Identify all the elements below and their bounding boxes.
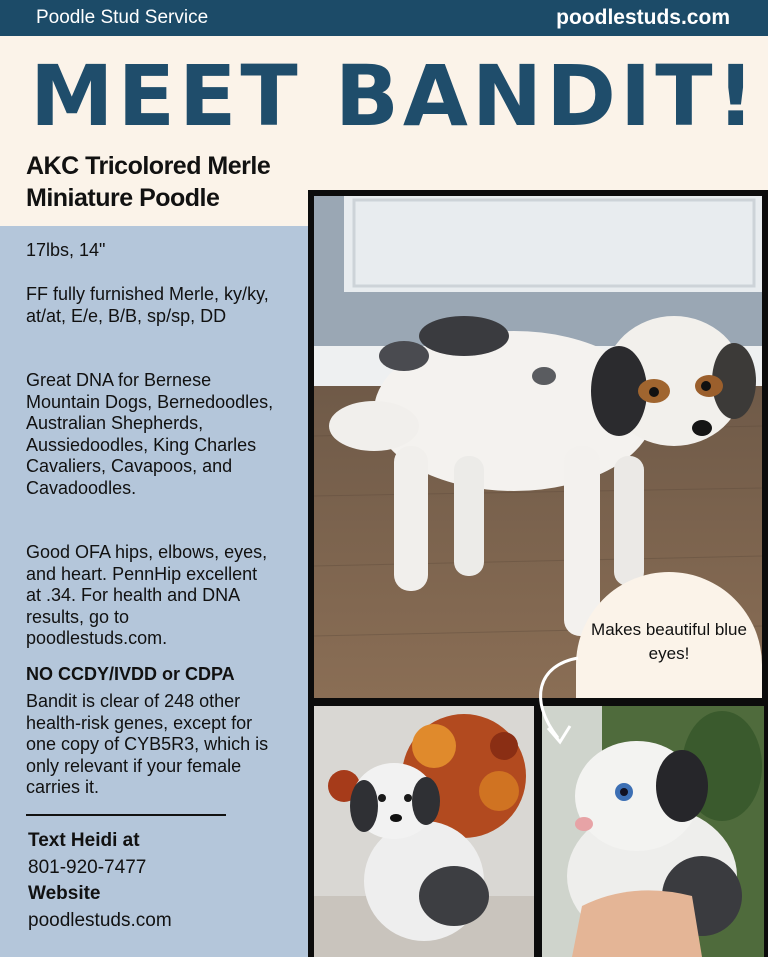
website-link[interactable]: poodlestuds.com xyxy=(28,910,172,931)
genetics-text: FF fully furnished Merle, ky/ky, at/at, E/e, B/B, sp/sp, DD xyxy=(26,284,269,326)
top-bar xyxy=(0,0,768,36)
phone-number[interactable]: 801-920-7477 xyxy=(28,857,147,878)
divider xyxy=(26,814,226,816)
subtitle-line-1: AKC Tricolored Merle xyxy=(26,152,271,180)
arrow-icon xyxy=(518,650,598,750)
size-text: 17lbs, 14" xyxy=(26,240,106,260)
puppy-photo-1-frame xyxy=(308,704,538,957)
puppy-with-flowers-image xyxy=(314,706,534,957)
website-label: Website xyxy=(28,883,101,904)
site-link[interactable]: poodlestuds.com xyxy=(556,6,730,29)
subtitle xyxy=(26,150,270,214)
clear-heading: NO CCDY/IVDD or CDPA xyxy=(26,664,235,684)
dna-note-text: Great DNA for Bernese Mountain Dogs, Bernedoodles, Australian Shepherds, Aussiedoodles, King Charles Cavaliers, Cavapoos, and Cavadoodles. xyxy=(26,370,274,498)
callout-text: Makes beautiful blue eyes! xyxy=(591,620,747,663)
puppy-photo-1 xyxy=(314,706,534,957)
service-label: Poodle Stud Service xyxy=(36,7,209,28)
text-label: Text Heidi at xyxy=(28,830,140,851)
clear-text: Bandit is clear of 248 other health-risk genes, except for one copy of CYB5R3, which is only relevant if your female carries it. xyxy=(26,691,269,797)
page-title: MEET BANDIT! xyxy=(30,47,759,145)
health-text: Good OFA hips, elbows, eyes, and heart. PennHip excellent at .34. For health and DNA results, go to poodlestuds.com. xyxy=(26,542,268,648)
subtitle-line-2: Miniature Poodle xyxy=(26,184,220,212)
